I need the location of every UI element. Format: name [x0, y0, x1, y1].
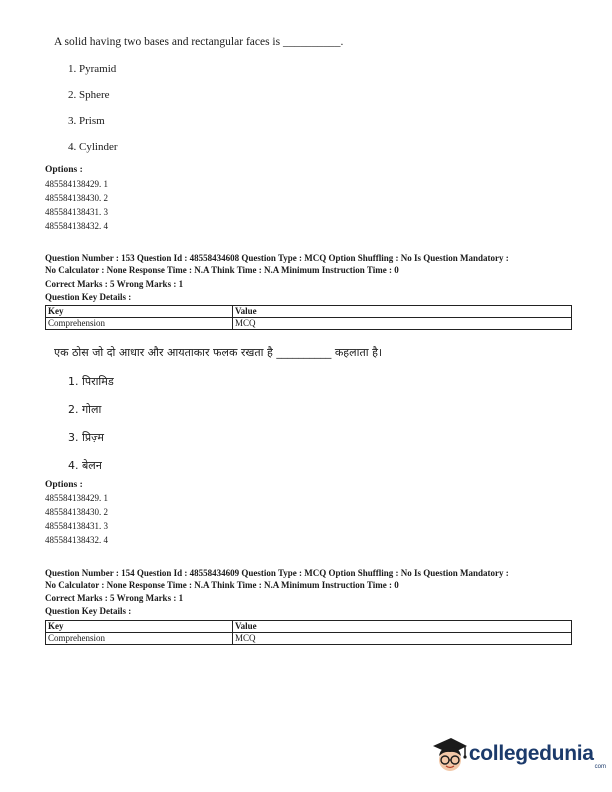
brand-logo[interactable] [429, 734, 606, 774]
meta-line-2: No Calculator : None Response Time : N.A Think Time : N.A Minimum Instruction Time : 0 [45, 580, 399, 590]
brand-suffix: com [594, 764, 606, 770]
option-id: 485584138429. 1 [45, 493, 108, 503]
table-cell-key: Comprehension [46, 318, 233, 330]
options-title: Options : [45, 480, 83, 490]
brand-name: collegedunia [468, 742, 594, 765]
choice-1: 1. Pyramid [68, 63, 117, 75]
table-header-value: Value [233, 621, 572, 633]
table-header-value: Value [233, 306, 572, 318]
marks-line: Correct Marks : 5 Wrong Marks : 1 [45, 279, 184, 289]
table-header-key: Key [46, 306, 233, 318]
table-header-row [46, 306, 572, 318]
table-cell-value: MCQ [233, 633, 572, 645]
meta-line-2: No Calculator : None Response Time : N.A Think Time : N.A Minimum Instruction Time : 0 [45, 265, 399, 275]
table-cell-key: Comprehension [46, 633, 233, 645]
choice-3: 3. Prism [68, 115, 105, 127]
choice-4-hindi: 4. बेलन [68, 459, 102, 472]
table-header-row [46, 621, 572, 633]
option-id: 485584138431. 3 [45, 207, 108, 217]
choice-1-hindi: 1. पिरामिड [68, 375, 114, 388]
table-cell-value: MCQ [233, 318, 572, 330]
graduate-mascot-icon [429, 734, 469, 774]
meta-line-1: Question Number : 153 Question Id : 48558434608 Question Type : MCQ Option Shuffling : No Is Question Mandatory : [45, 253, 509, 263]
question-meta [45, 567, 575, 591]
option-id: 485584138430. 2 [45, 193, 108, 203]
marks-line: Correct Marks : 5 Wrong Marks : 1 [45, 593, 184, 603]
question-text-hindi: एक ठोस जो दो आधार और आयताकार फलक रखता है __________ कहलाता है। [54, 346, 383, 359]
choice-2-hindi: 2. गोला [68, 403, 102, 416]
meta-line-1: Question Number : 154 Question Id : 48558434609 Question Type : MCQ Option Shuffling : No Is Question Mandatory : [45, 568, 509, 578]
choice-4: 4. Cylinder [68, 141, 118, 153]
key-details-table [45, 620, 572, 645]
table-row [46, 318, 572, 330]
table-header-key: Key [46, 621, 233, 633]
option-id: 485584138430. 2 [45, 507, 108, 517]
choice-3-hindi: 3. प्रिज़्म [68, 431, 104, 444]
key-details-title: Question Key Details : [45, 606, 132, 616]
question-meta [45, 252, 575, 276]
table-row [46, 633, 572, 645]
option-id: 485584138432. 4 [45, 535, 108, 545]
option-id: 485584138431. 3 [45, 521, 108, 531]
key-details-table [45, 305, 572, 330]
option-id: 485584138432. 4 [45, 221, 108, 231]
key-details-title: Question Key Details : [45, 292, 132, 302]
choice-2: 2. Sphere [68, 89, 110, 101]
question-text: A solid having two bases and rectangular faces is __________. [54, 36, 344, 48]
options-title: Options : [45, 165, 83, 175]
option-id: 485584138429. 1 [45, 179, 108, 189]
